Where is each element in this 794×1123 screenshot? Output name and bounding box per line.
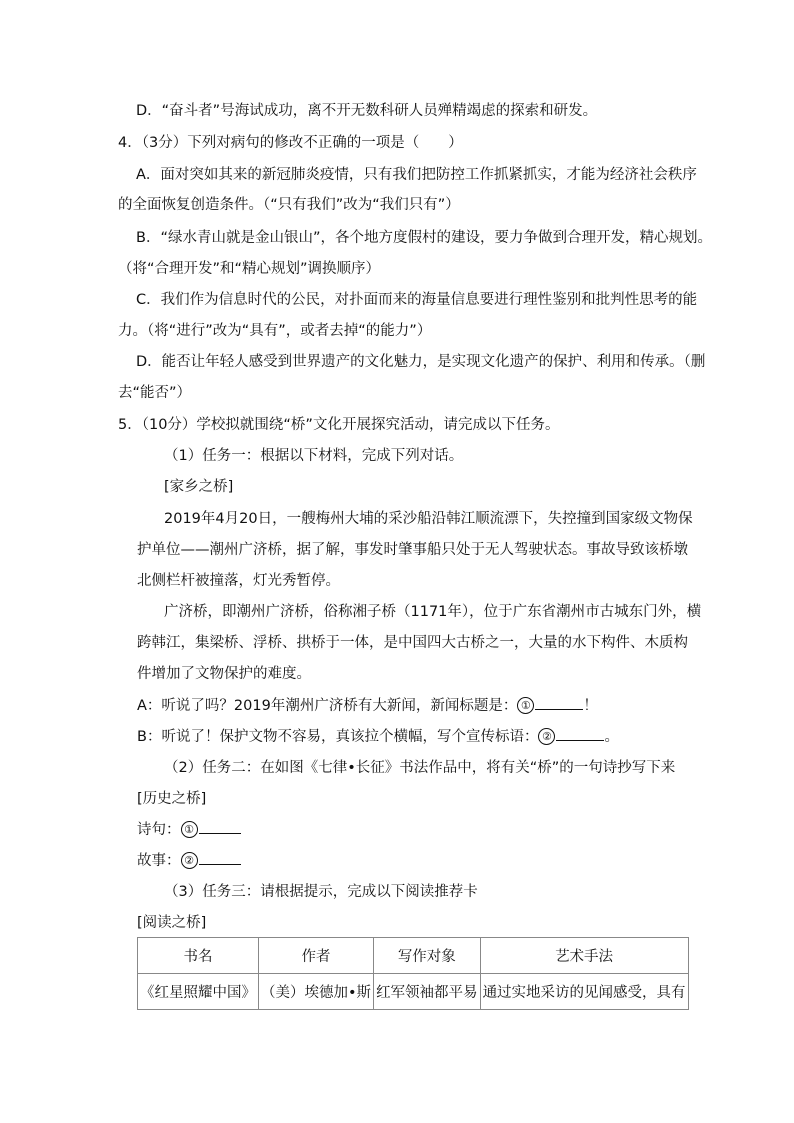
story-answer-blank[interactable]	[199, 863, 241, 865]
dialogue-b-end: 。	[604, 729, 619, 745]
material-p2-line2: 跨韩江，集梁桥、浮桥、拱桥于一体，是中国四大古桥之一，大量的水下构件、木质构	[137, 635, 688, 651]
header-author: 作者	[259, 938, 374, 974]
header-book-title: 书名	[138, 938, 259, 974]
q4-option-c-line2: 力。（将“进行”改为“具有”，或者去掉“的能力”）	[118, 323, 432, 339]
story-marker: ②	[181, 852, 198, 869]
home-bridge-title: [家乡之桥]	[164, 479, 234, 495]
q4-option-d-line1: D．能否让年轻人感受到世界遗产的文化魅力，是实现文化遗产的保护、利用和传承。（删	[136, 354, 706, 370]
q4-option-c-line1: C．我们作为信息时代的公民，对扑面而来的海量信息要进行理性鉴别和批判性思考的能	[136, 292, 698, 308]
q4-option-b-line2: （将“合理开发”和“精心规划”调换顺序）	[118, 261, 381, 277]
dialogue-b	[137, 727, 619, 747]
dialogue-b-text: B：听说了！保护文物不容易，真该拉个横幅，写个宣传标语：	[137, 729, 539, 745]
material-p1-line3: 北侧栏杆被撞落，灯光秀暂停。	[137, 573, 340, 589]
q4-option-a-line1: A．面对突如其来的新冠肺炎疫情，只有我们把防控工作抓紧抓实，才能为经济社会秩序	[136, 167, 697, 183]
q4-option-b-line1: B．“绿水青山就是金山银山”，各个地方度假村的建设，要力争做到合理开发，精心规划。	[136, 230, 712, 246]
answer-marker-1: ①	[517, 697, 534, 714]
q5-task3: （3）任务三：请根据提示，完成以下阅读推荐卡	[164, 884, 478, 900]
q5-task2: （2）任务二：在如图《七律•长征》书法作品中，将有关“桥”的一句诗抄写下来	[164, 760, 676, 776]
table-row	[138, 974, 689, 1010]
poem-answer-blank[interactable]	[199, 832, 241, 834]
table-header-row	[138, 938, 689, 974]
header-subject: 写作对象	[374, 938, 481, 974]
q3-option-d: D．“奋斗者”号海试成功，离不开无数科研人员殚精竭虑的探索和研发。	[136, 103, 598, 119]
cell-book-title: 《红星照耀中国》	[138, 974, 259, 1010]
material-p1-line2: 护单位——潮州广济桥，据了解，事发时肇事船只处于无人驾驶状态。事故导致该桥墩	[137, 542, 688, 558]
story-label: 故事：	[137, 853, 181, 869]
q4-option-a-line2: 的全面恢复创造条件。（“只有我们”改为“我们只有”）	[118, 197, 460, 213]
answer-blank-headline[interactable]	[535, 708, 583, 710]
dialogue-a	[137, 696, 598, 716]
cell-subject: 红军领袖都平易	[374, 974, 481, 1010]
story-line	[137, 851, 241, 871]
material-p1-line1: 2019年4月20日，一艘梅州大埔的采沙船沿韩江顺流漂下，失控撞到国家级文物保	[164, 511, 693, 527]
cell-technique: 通过实地采访的见闻感受，具有	[480, 974, 688, 1010]
header-technique: 艺术手法	[480, 938, 688, 974]
material-p2-line1: 广济桥，即潮州广济桥，俗称湘子桥（1171年），位于广东省潮州市古城东门外，横	[164, 604, 702, 620]
answer-marker-2: ②	[538, 728, 555, 745]
q4-stem: 4．（3分）下列对病句的修改不正确的一项是（ ）	[118, 135, 463, 151]
poem-line	[137, 820, 241, 840]
poem-marker: ①	[181, 821, 198, 838]
q4-option-d-line2: 去“能否”）	[118, 385, 192, 401]
q5-stem: 5．（10分）学校拟就围绕“桥”文化开展探究活动，请完成以下任务。	[118, 417, 560, 433]
answer-blank-slogan[interactable]	[556, 739, 604, 741]
history-bridge-title: [历史之桥]	[137, 791, 207, 807]
dialogue-a-end: ！	[583, 698, 598, 714]
cell-author: （美）埃德加•斯	[259, 974, 374, 1010]
reading-recommendation-table	[137, 937, 689, 1010]
reading-bridge-title: [阅读之桥]	[137, 915, 207, 931]
poem-label: 诗句：	[137, 822, 181, 838]
dialogue-a-text: A：听说了吗？2019年潮州广济桥有大新闻，新闻标题是：	[137, 698, 518, 714]
q5-task1: （1）任务一：根据以下材料，完成下列对话。	[164, 448, 464, 464]
material-p2-line3: 件增加了文物保护的难度。	[137, 666, 311, 682]
